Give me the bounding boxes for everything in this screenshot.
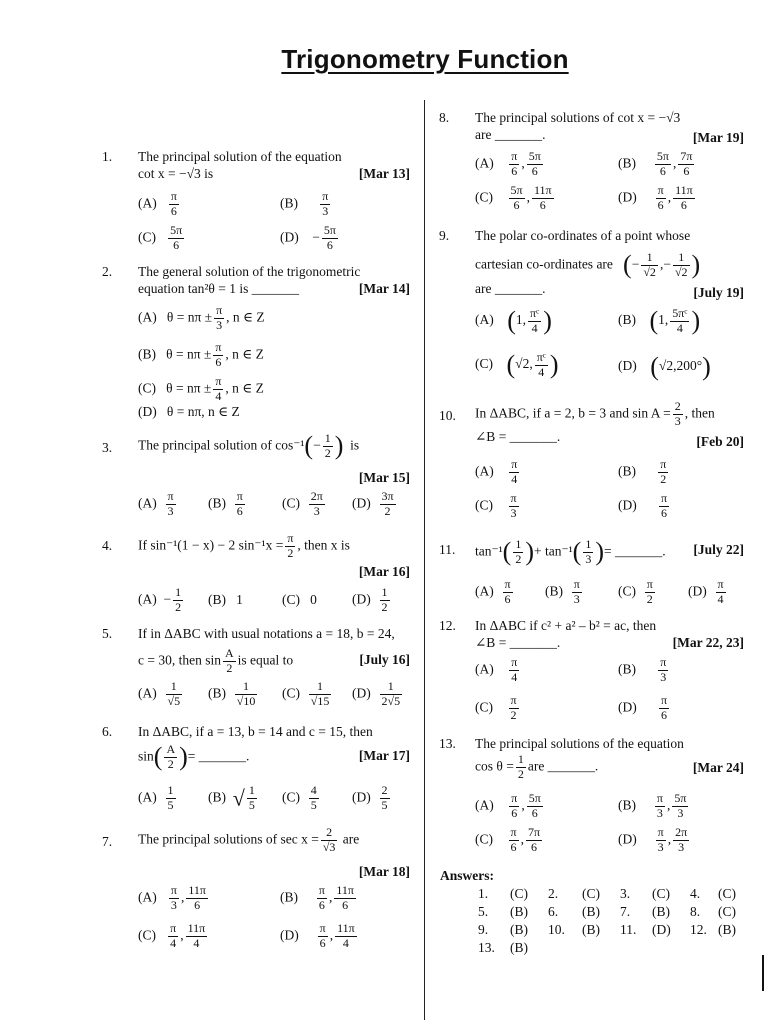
answer-value: (B) <box>582 904 600 919</box>
answer-number: 6. <box>548 904 559 919</box>
answer-number: 5. <box>478 904 489 919</box>
question-number: 9. <box>439 228 450 243</box>
answer-number: 7. <box>620 904 631 919</box>
option-d: (D) $\frac{\pi}{6}$ <box>618 693 668 722</box>
question-number: 1. <box>102 149 113 164</box>
exam-tag: [Mar 13] <box>358 166 410 181</box>
question-line: cartesian co-ordinates are (− $\frac{1}{√2}$ ,− $\frac{1}{√2}$ ) <box>475 249 701 279</box>
answer-number: 11. <box>620 922 637 937</box>
option-b: (B) $\frac{\pi}{3}$ , $\frac{5\pi}{3}$ <box>618 791 687 820</box>
answer-value: (B) <box>510 904 528 919</box>
question-5 <box>102 626 410 675</box>
answer-value: (B) <box>510 922 528 937</box>
option-b: (B) (1, $\frac{\text{5πᶜ}}{4}$ ) <box>618 305 701 335</box>
option-d: (D) $\frac{\pi}{4}$ <box>688 577 724 606</box>
option-d: (D) $\frac{1}{2}$ <box>352 585 388 614</box>
question-line: The principal solution of the equation <box>138 149 342 164</box>
page-title: Trigonometry Function <box>281 44 569 74</box>
exam-tag: [Mar 18] <box>358 864 410 879</box>
option-d: (D) $\frac{\pi}{6}$ , $\frac{11\pi}{6}$ <box>618 183 693 212</box>
answer-number: 10. <box>548 922 565 937</box>
answers-heading: Answers: <box>440 868 494 883</box>
option-d: (D) $\frac{\pi}{3}$ , $\frac{2\pi}{3}$ <box>618 825 688 854</box>
option-d: (D) $\frac{3\pi}{2}$ <box>352 489 394 518</box>
option-b: (B) $\frac{\pi}{2}$ <box>618 457 667 486</box>
question-number: 12. <box>439 618 456 633</box>
question-11 <box>439 536 744 566</box>
answer-value: (D) <box>652 922 671 937</box>
question-number: 7. <box>102 834 113 849</box>
question-line: The general solution of the trigonometric <box>138 264 361 279</box>
question-line: ∠B = _______. <box>475 634 561 650</box>
option-b: (B) $\frac{\pi}{6}$ <box>208 489 243 518</box>
question-2 <box>102 264 410 294</box>
question-line: cot x = −√3 is <box>138 165 214 181</box>
answer-value: (C) <box>652 886 670 901</box>
question-line: In ΔABC if c² + a² – b² = ac, then <box>475 618 657 633</box>
option-c: (C) $\frac{5\pi}{6}$ <box>138 223 183 252</box>
option-c: (C) $\frac{5\pi}{6}$ , $\frac{11\pi}{6}$ <box>475 183 552 212</box>
answer-value: (C) <box>718 886 736 901</box>
question-line: In ΔABC, if a = 13, b = 14 and c = 15, then <box>138 724 373 739</box>
question-number: 4. <box>102 538 113 553</box>
option-c: (C) θ = nπ ± $\frac{\pi}{4}$ , n ∈ Z <box>138 374 264 403</box>
question-text: The principal solutions of sec x = $\frac{2}{√3}$ are <box>138 825 360 854</box>
answer-number: 12. <box>690 922 707 937</box>
answer-number: 9. <box>478 922 489 937</box>
answer-number: 3. <box>620 886 631 901</box>
answer-value: (C) <box>510 886 528 901</box>
option-a: (A) − $\frac{1}{2}$ <box>138 585 182 614</box>
answer-value: (B) <box>718 922 736 937</box>
option-d: (D) θ = nπ, n ∈ Z <box>138 404 240 419</box>
exam-tag: [July 16] <box>359 652 410 667</box>
exam-tag: [Mar 16] <box>358 564 410 579</box>
option-b: (B) √ $\frac{1}{5}$ <box>208 783 255 812</box>
option-b: (B) θ = nπ ± $\frac{\pi}{6}$ , n ∈ Z <box>138 340 264 369</box>
question-13 <box>439 736 744 782</box>
option-c: (C) $\frac{\pi}{6}$ , $\frac{7\pi}{6}$ <box>475 825 540 854</box>
exam-tag: [Mar 19] <box>692 130 744 145</box>
option-c: (C) $\frac{\pi}{3}$ <box>475 491 517 520</box>
question-line: equation tan²θ = 1 is _______ <box>138 280 299 296</box>
exam-tag: [July 22] <box>693 542 744 557</box>
answer-value: (B) <box>652 904 670 919</box>
option-a: (A) $\frac{\pi}{6}$ <box>138 189 177 218</box>
option-d: (D) (√2,200°) <box>618 352 711 381</box>
question-line: The polar co-ordinates of a point whose <box>475 228 691 243</box>
question-text: The principal solution of cos⁻¹(− $\frac{1}{2}$ ) is <box>138 430 360 460</box>
option-a: (A) $\frac{\pi}{6}$ , $\frac{5\pi}{6}$ <box>475 149 541 178</box>
option-c: (C) $\frac{\pi}{2}$ <box>618 577 653 606</box>
question-text: If sin⁻¹(1 − x) − 2 sin⁻¹x = $\frac{\pi}{2}$ , then x is <box>138 531 350 560</box>
answer-number: 13. <box>478 940 495 955</box>
question-line: cos θ = $\frac{1}{2}$ are _______. <box>475 751 599 781</box>
option-c: (C) (√2, $\frac{\text{πᶜ}}{4}$ ) <box>475 349 559 379</box>
option-a: (A) $\frac{\pi}{6}$ , $\frac{5\pi}{6}$ <box>475 791 541 820</box>
question-line: In ΔABC, if a = 2, b = 3 and sin A = $\frac{2}{3}$ , then <box>475 399 715 428</box>
question-line: c = 30, then sin $\frac{A}{2}$ is equal to <box>138 645 294 675</box>
option-b: (B) 1 <box>208 592 243 607</box>
question-text: tan⁻¹( $\frac{1}{2}$ )+ tan⁻¹( $\frac{1}{3}$ )= _______. <box>475 536 666 566</box>
answer-value: (B) <box>582 922 600 937</box>
option-a: (A) $\frac{\pi}{4}$ <box>475 655 518 684</box>
question-line: are _______. <box>475 281 546 297</box>
answer-value: (C) <box>582 886 600 901</box>
question-number: 13. <box>439 736 456 751</box>
question-number: 5. <box>102 626 113 641</box>
exam-tag: [July 19] <box>693 285 744 300</box>
question-7 <box>102 826 410 882</box>
option-c: (C) $\frac{4}{5}$ <box>282 783 317 812</box>
question-number: 6. <box>102 724 113 739</box>
option-b: (B) $\frac{\pi}{6}$ , $\frac{11\pi}{6}$ <box>280 883 354 912</box>
exam-tag: [Mar 24] <box>692 760 744 775</box>
question-3 <box>102 430 410 490</box>
exam-tag: [Mar 14] <box>358 281 410 296</box>
exam-tag: [Mar 15] <box>358 470 410 485</box>
question-12 <box>439 618 744 650</box>
edge-mark <box>762 955 764 991</box>
question-number: 2. <box>102 264 113 279</box>
question-9 <box>439 228 744 304</box>
question-4 <box>102 532 410 582</box>
answer-number: 2. <box>548 886 559 901</box>
exam-tag: [Mar 22, 23] <box>672 635 744 650</box>
option-a: (A) $\frac{1}{5}$ <box>138 783 174 812</box>
option-a: (A) $\frac{\pi}{4}$ <box>475 457 518 486</box>
option-a: (A) (1, $\frac{\text{πᶜ}}{4}$ ) <box>475 305 552 335</box>
answer-number: 4. <box>690 886 701 901</box>
option-b: (B) $\frac{\pi}{3}$ <box>280 189 329 218</box>
option-a: (A) $\frac{\pi}{6}$ <box>475 577 511 606</box>
option-b: (B) $\frac{\pi}{3}$ <box>618 655 667 684</box>
question-line: are _______. <box>475 126 546 142</box>
option-d: (D) $\frac{2}{5}$ <box>352 783 388 812</box>
question-number: 3. <box>102 440 113 455</box>
option-c: (C) $\frac{\pi}{2}$ <box>475 693 517 722</box>
option-c: (C) $\frac{\pi}{4}$ , $\frac{11\pi}{4}$ <box>138 921 206 950</box>
option-d: (D) $\frac{1}{2√5}$ <box>352 679 401 708</box>
answer-number: 1. <box>478 886 489 901</box>
question-line: The principal solutions of the equation <box>475 736 684 751</box>
answer-number: 8. <box>690 904 701 919</box>
answer-value: (B) <box>510 940 528 955</box>
question-line: ∠B = _______. <box>475 428 561 444</box>
column-divider <box>424 100 425 1020</box>
option-c: (C) $\frac{1}{√15}$ <box>282 679 330 708</box>
option-c: (C) $\frac{2\pi}{3}$ <box>282 489 323 518</box>
exam-tag: [Feb 20] <box>696 434 744 449</box>
option-b: (B) $\frac{1}{√10}$ <box>208 679 256 708</box>
question-number: 8. <box>439 110 450 125</box>
option-a: (A) $\frac{\pi}{3}$ <box>138 489 174 518</box>
question-number: 10. <box>439 408 456 423</box>
option-d: (D) $\frac{\pi}{6}$ , $\frac{11\pi}{4}$ <box>280 921 355 950</box>
question-10 <box>439 400 744 450</box>
question-line: sin( $\frac{A}{2}$ )= _______. <box>138 741 250 771</box>
option-b: (B) $\frac{\pi}{3}$ <box>545 577 580 606</box>
question-number: 11. <box>439 542 456 557</box>
option-a: (A) $\frac{1}{√5}$ <box>138 679 181 708</box>
question-1 <box>102 149 410 179</box>
answer-value: (C) <box>718 904 736 919</box>
exam-tag: [Mar 17] <box>358 748 410 763</box>
option-b: (B) $\frac{5\pi}{6}$ , $\frac{7\pi}{6}$ <box>618 149 693 178</box>
option-d: (D) − $\frac{5\pi}{6}$ <box>280 223 336 252</box>
question-line: If in ΔABC with usual notations a = 18, b = 24, <box>138 626 395 641</box>
option-a: (A) $\frac{\pi}{3}$ , $\frac{11\pi}{6}$ <box>138 883 206 912</box>
option-c: (C) 0 <box>282 592 317 607</box>
option-d: (D) $\frac{\pi}{6}$ <box>618 491 668 520</box>
question-8 <box>439 110 744 145</box>
question-line: The principal solutions of cot x = −√3 <box>475 110 681 125</box>
question-6 <box>102 724 410 774</box>
option-a: (A) θ = nπ ± $\frac{\pi}{3}$ , n ∈ Z <box>138 303 265 332</box>
